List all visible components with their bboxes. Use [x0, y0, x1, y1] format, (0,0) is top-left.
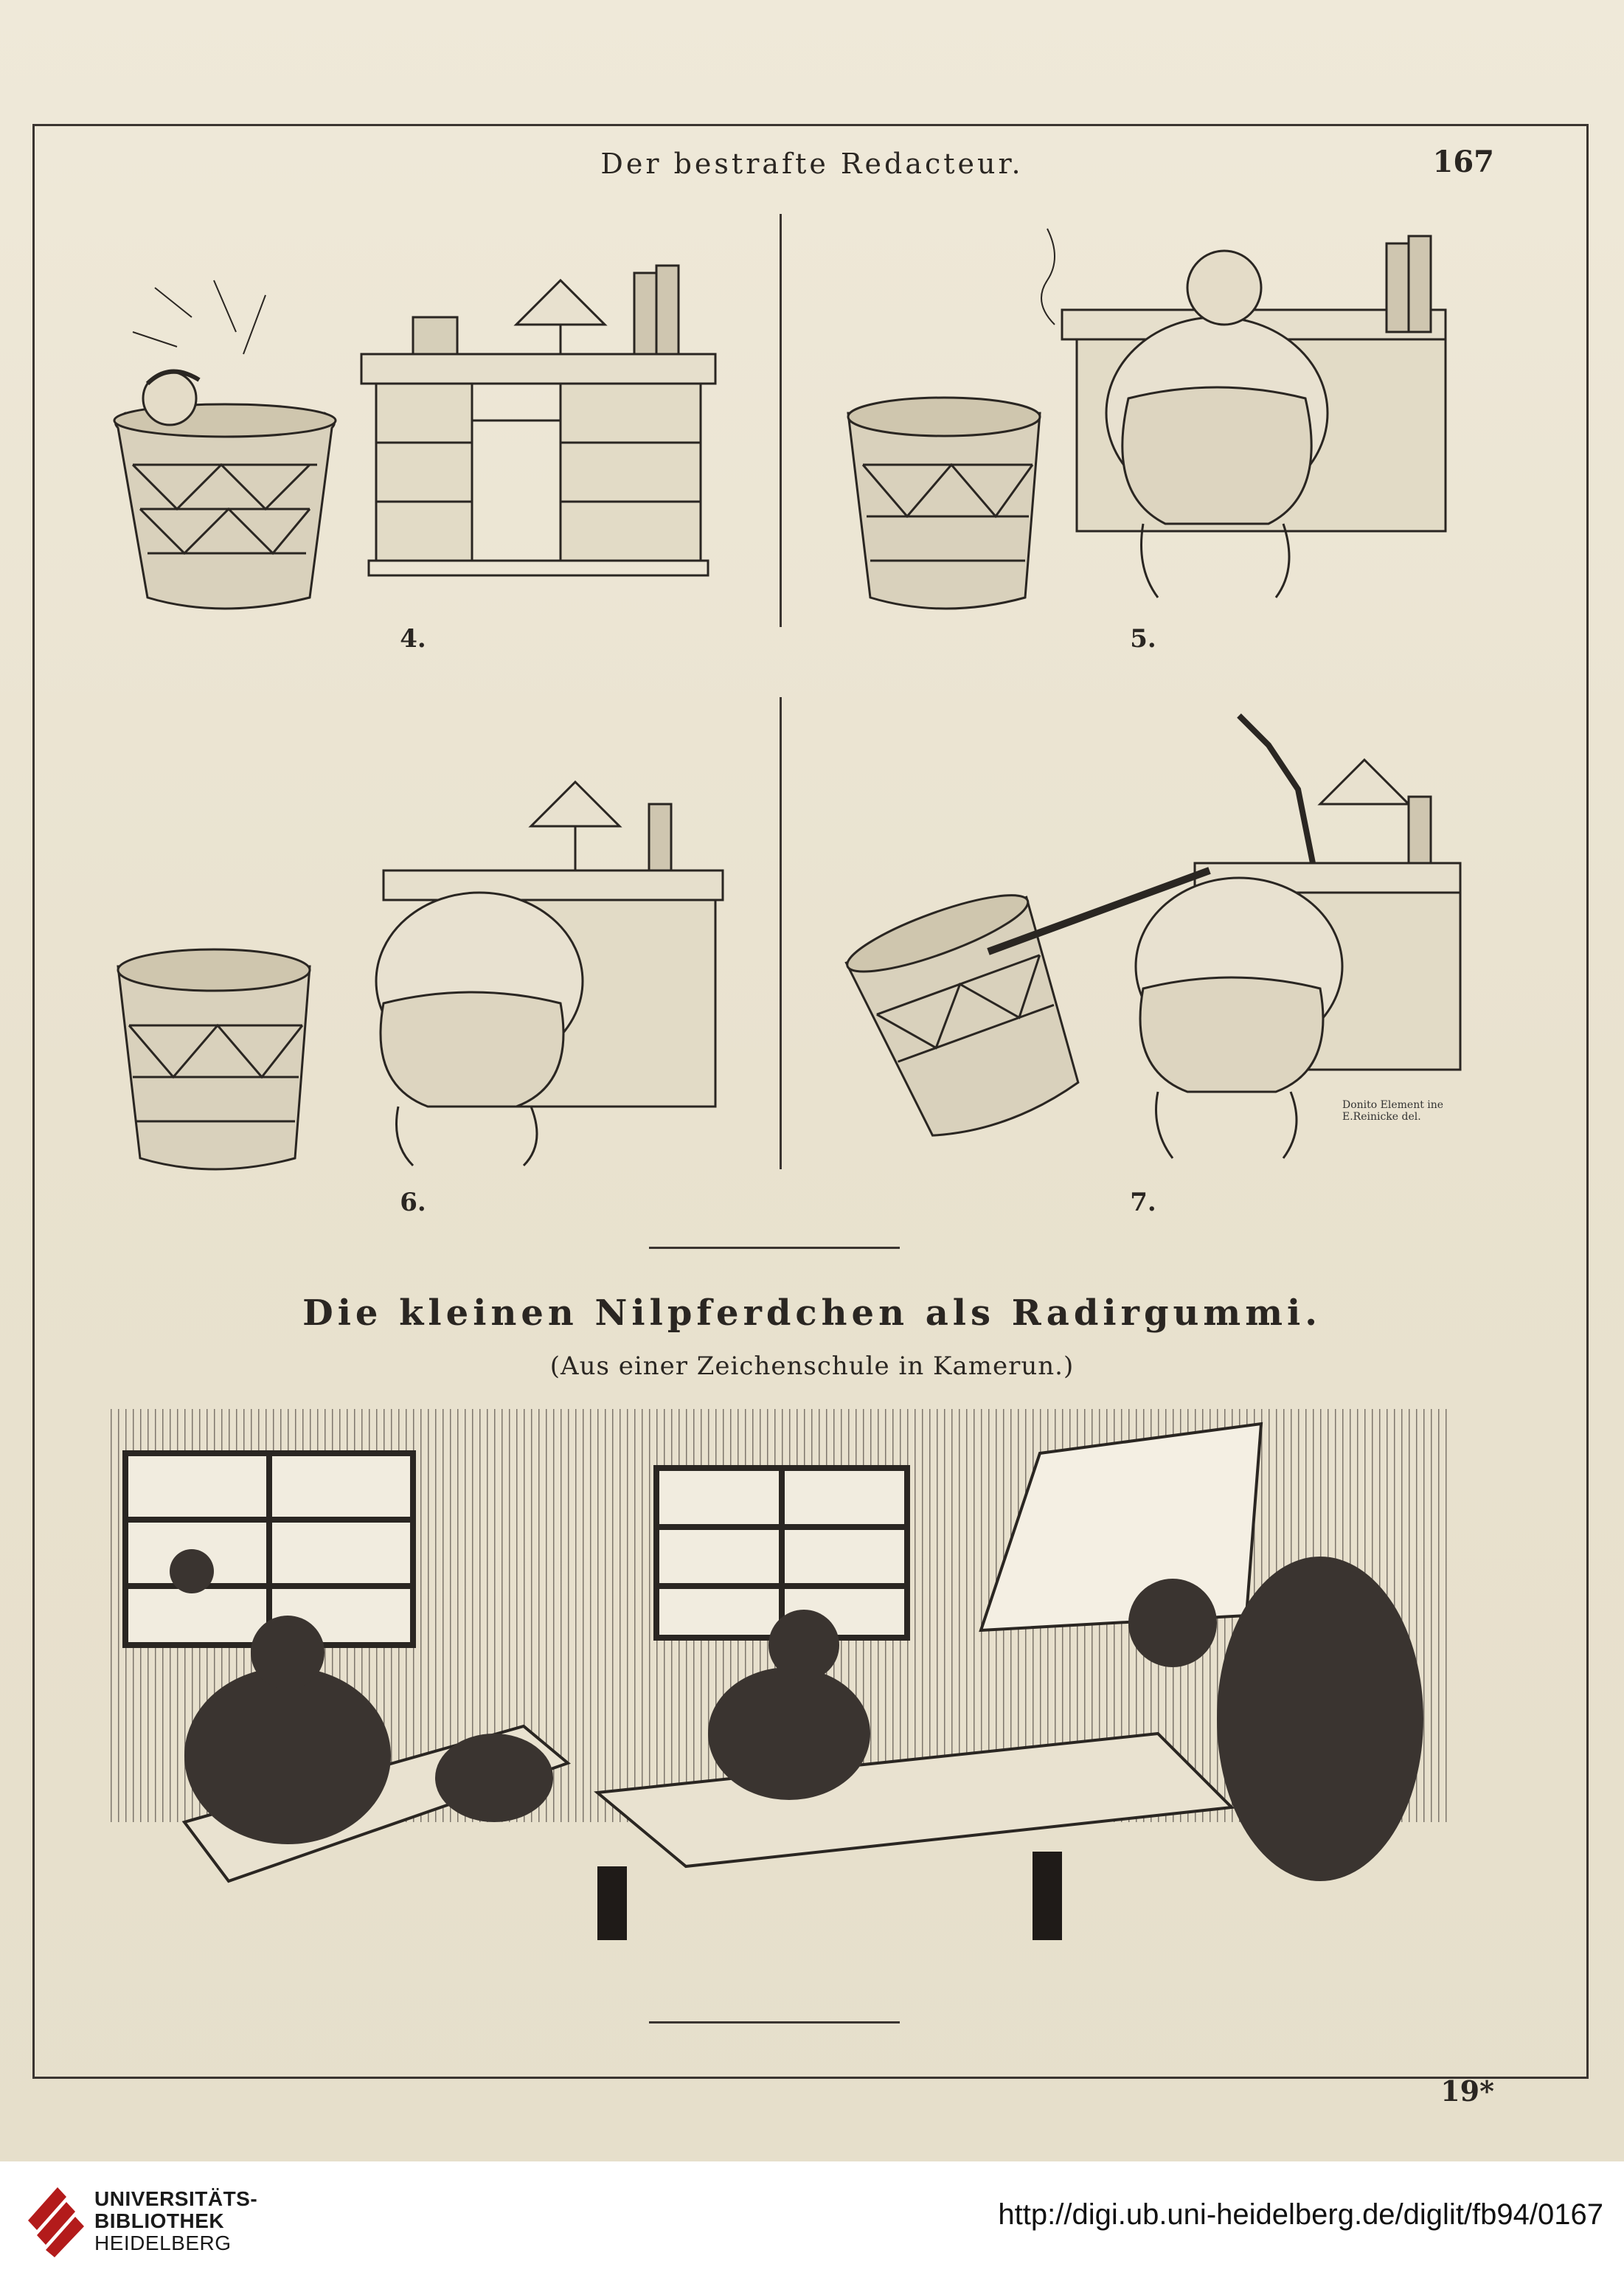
illustration-panel-7	[826, 701, 1475, 1173]
panel-signature: Donito Element ine E.Reinicke del.	[1342, 1099, 1444, 1123]
library-logo-icon[interactable]	[21, 2176, 87, 2257]
illustration-panel-5	[826, 214, 1475, 627]
library-logo-mark	[21, 2176, 87, 2257]
panel-number-4: 4.	[400, 624, 426, 654]
signature-mark: 19*	[1440, 2074, 1494, 2108]
classroom-illustration	[111, 1409, 1453, 1970]
library-name-line-2: BIBLIOTHEK	[94, 2209, 225, 2232]
panel-4-drawing	[89, 243, 738, 627]
running-title: Der bestrafte Redacteur.	[600, 148, 1024, 180]
illustration-panel-4	[89, 243, 738, 627]
panel-divider-top	[780, 214, 782, 627]
section-rule-top	[649, 1247, 900, 1249]
panel-6-drawing	[89, 760, 738, 1173]
page-number: 167	[1432, 145, 1494, 179]
library-name-line-3: HEIDELBERG	[94, 2232, 232, 2254]
section-rule-bottom	[649, 2021, 900, 2023]
article-title: Die kleinen Nilpferdchen als Radirgummi.	[302, 1292, 1322, 1334]
panel-divider-bottom	[780, 697, 782, 1169]
library-name-line-1: UNIVERSITÄTS-	[94, 2187, 258, 2210]
library-name	[94, 2188, 257, 2254]
panel-5-drawing	[826, 214, 1475, 627]
permalink-url[interactable]: http://digi.ub.uni-heidelberg.de/diglit/fb94/0167	[998, 2198, 1603, 2231]
article-subtitle: (Aus einer Zeichenschule in Kamerun.)	[549, 1351, 1075, 1381]
panel-number-5: 5.	[1130, 624, 1156, 654]
panel-number-6: 6.	[400, 1188, 426, 1217]
classroom-drawing	[111, 1409, 1453, 1970]
panel-number-7: 7.	[1130, 1188, 1156, 1217]
illustration-panel-6	[89, 760, 738, 1173]
